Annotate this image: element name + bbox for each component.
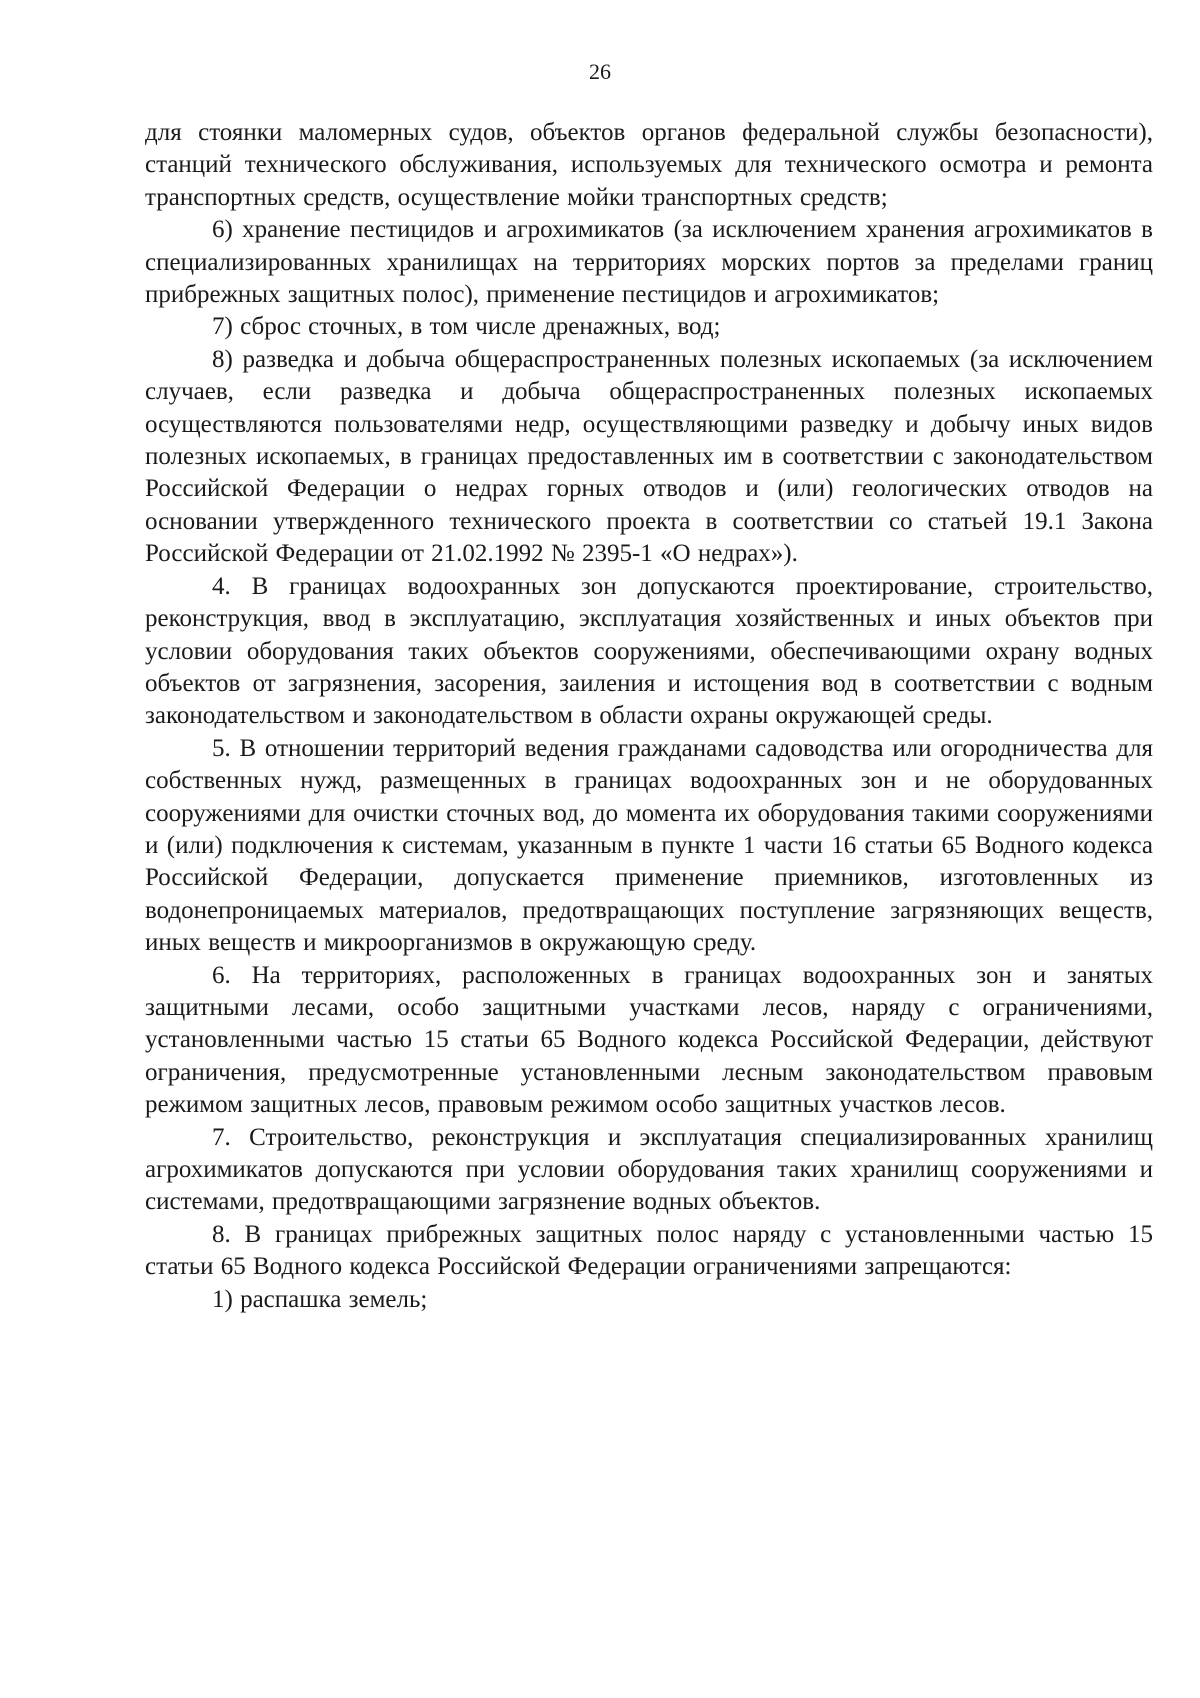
paragraph-section-4: 4. В границах водоохранных зон допускаются проектирование, строительство, реконструкция, ввод в эксплуатацию, эксплуатация хозяйственных и иных объектов при условии оборудования таких объектов сооружениями, обеспечивающими охрану водных объектов от загрязнения, засорения, заиления и истощения вод в соответствии с водным законодательством и законодательством в области охраны окружающей среды. (145, 572, 1153, 730)
paragraph-section-6: 6. На территориях, расположенных в границах водоохранных зон и занятых защитными лесами, особо защитными участками лесов, наряду с ограничениями, установленными частью 15 статьи 65 Водного кодекса Российской Федерации, действуют ограничения, предусмотренные установленными лесным законодательством правовым режимом защитных лесов, правовым режимом особо защитных участков лесов. (145, 961, 1153, 1119)
paragraph-section-7: 7. Строительство, реконструкция и эксплуатация специализированных хранилищ агрохимикатов допускаются при условии оборудования таких хранилищ сооружениями и системами, предотвращающими загрязнение водных объектов. (145, 1123, 1153, 1216)
paragraph-section-8-item-1: 1) распашка земель; (212, 1285, 428, 1313)
paragraph-section-8: 8. В границах прибрежных защитных полос наряду с установленными частью 15 статьи 65 Водного кодекса Российской Федерации ограничениями запрещаются: (145, 1220, 1153, 1281)
page-number: 26 (589, 59, 611, 84)
document-body (145, 117, 1153, 1316)
paragraph-item-7: 7) сброс сточных, в том числе дренажных, вод; (212, 313, 721, 341)
paragraph-continuation: для стоянки маломерных судов, объектов органов федеральной службы безопасности), станций технического обслуживания, используемых для технического осмотра и ремонта транспортных средств, осуществление мойки транспортных средств; (145, 119, 1153, 211)
paragraph-item-6: 6) хранение пестицидов и агрохимикатов (за исключением хранения агрохимикатов в специализированных хранилищах на территориях морских портов за пределами границ прибрежных защитных полос), применение пестицидов и агрохимикатов; (145, 216, 1153, 309)
paragraph-section-5: 5. В отношении территорий ведения гражданами садоводства или огородничества для собственных нужд, размещенных в границах водоохранных зон и не оборудованных сооружениями для очистки сточных вод, до момента их оборудования такими сооружениями и (или) подключения к системам, указанным в пункте 1 части 16 статьи 65 Водного кодекса Российской Федерации, допускается применение приемников, изготовленных из водонепроницаемых материалов, предотвращающих поступление загрязняющих веществ, иных веществ и микроорганизмов в окружающую среду. (145, 734, 1153, 957)
paragraph-item-8: 8) разведка и добыча общераспространенных полезных ископаемых (за исключением случаев, если разведка и добыча общераспространенных полезных ископаемых осуществляются пользователями недр, осуществляющими разведку и добычу иных видов полезных ископаемых, в границах предоставленных им в соответствии с законодательством Российской Федерации о недрах горных отводов и (или) геологических отводов на основании утвержденного технического проекта в соответствии со статьей 19.1 Закона Российской Федерации от 21.02.1992 № 2395-1 «О недрах»). (145, 345, 1153, 568)
